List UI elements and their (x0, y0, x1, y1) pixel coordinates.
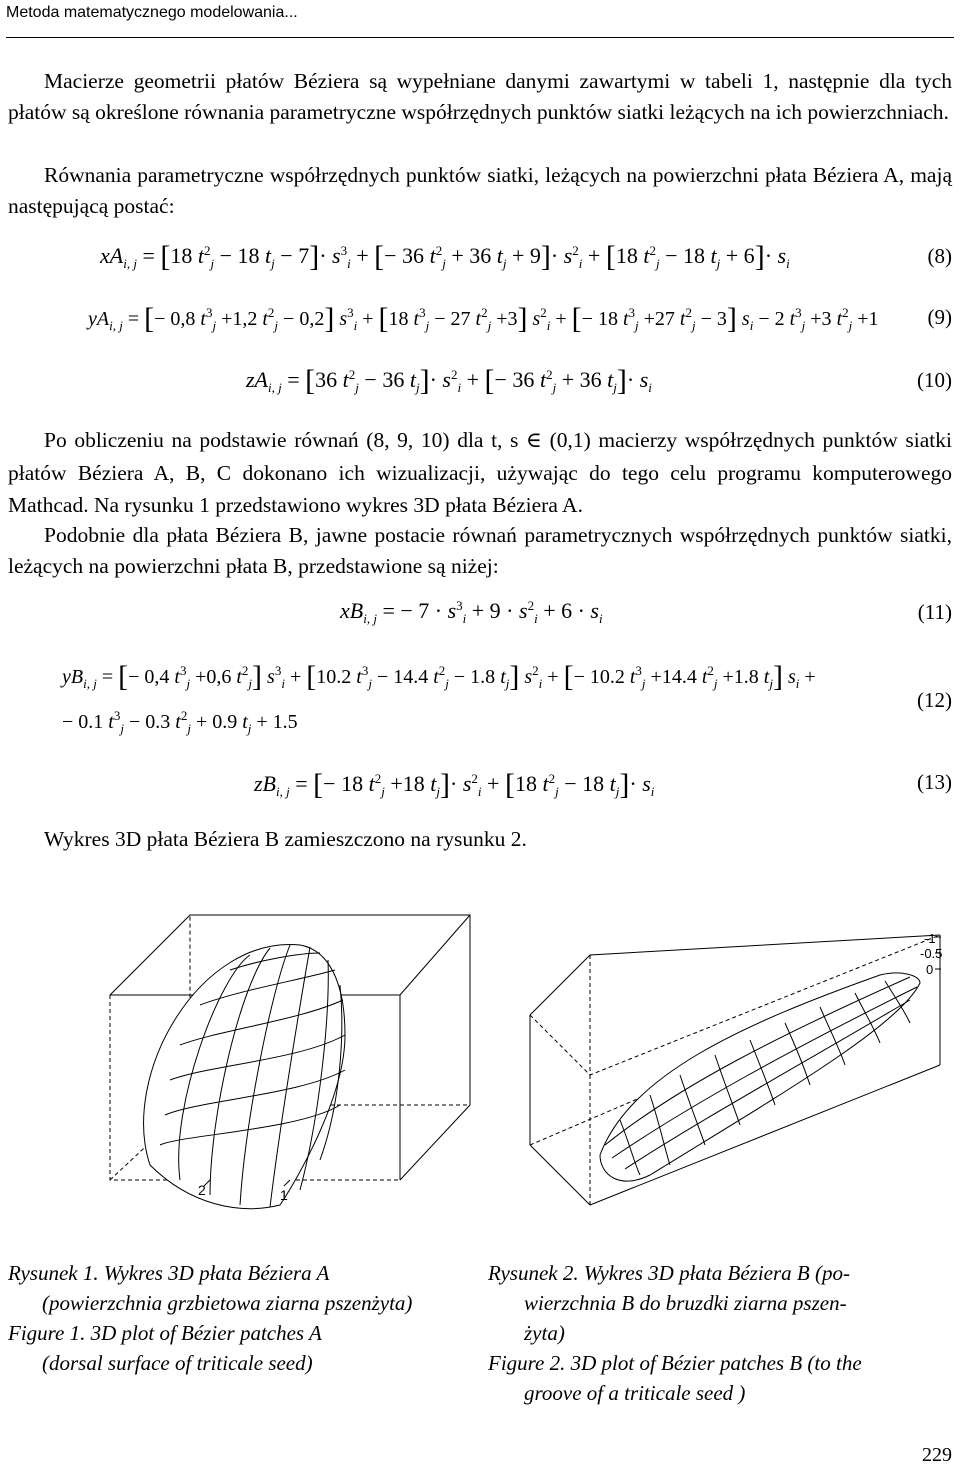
figure-1-caption-line-4: (dorsal surface of triticale seed) (42, 1351, 313, 1375)
figure-1-caption-line-3: Figure 1. 3D plot of Bézier patches A (8, 1321, 322, 1345)
figure-2-caption-line-2: wierzchnia B do bruzdki ziarna pszen- (524, 1291, 847, 1315)
page-number: 229 (922, 1444, 952, 1466)
header-rule (6, 37, 954, 38)
equation-10: $zA_{i, j} = [36$ $t^2_j - 36$ $t_j]\cdot s^2_i$ + [− 36 $t^2_j + 36$ $t_j]\cdot s_i$ (246, 364, 652, 397)
paragraph-5: Wykres 3D płata Béziera B zamieszczono na rysunku 2. (44, 827, 527, 851)
fig1-tick-1: 1 (280, 1187, 288, 1203)
figure-2-caption-line-5: groove of a triticale seed ) (524, 1381, 746, 1405)
equation-8: $xA_{i, j} = [18$ $t^2_j - 18$ $t_j - 7]\cdot s^3_i$ + [− 36 $t^2_j + 36$ $t_j + 9]\cdot s^2_i + [18$ $t^2_j - 18$ $t_j + 6]\cdot s_i$ (100, 240, 790, 273)
fig2-tick-minus-1: -1 (924, 931, 936, 946)
equation-13: $zB_{i, j}$ = [− 18 $t^2_j +18$ $t_j]\cdot s^2_i + [18$ $t^2_j - 18$ $t_j]\cdot s_i$ (254, 768, 655, 801)
paragraph-4: Podobnie dla płata Béziera B, jawne postacie równań parametrycznych współrzędnych punktów siatki, leżących na powierzchni płata B, przedstawione są niżej: (8, 523, 952, 578)
equation-12-line-1: $yB_{i, j}$ = [− 0,4 $t^3_j +0,6$ $t^2_j$] $s^3_i + [10.2$ $t^3_j - 14.4$ $t^2_j - 1.8$ $t_j$] $s^2_i$ + [− 10.2 $t^3_j +14.4$ $t^2_j +1.8$ $t_j$] $s_i$ + (62, 660, 816, 693)
fig2-tick-0: 0 (926, 962, 934, 977)
paragraph-3: Po obliczeniu na podstawie równań (8, 9, 10) dla t, s ∈ (0,1) macierzy współrzędnych punktów siatki płatów Béziera A, B, C dokonano ich wizualizacji, używając do tego celu programu komputerowego Mathcad. Na rysunku 1 przedstawiono wykres 3D płata Béziera A. (8, 428, 952, 517)
equation-10-number: (10) (917, 368, 952, 392)
figure-1-caption-line-1: Rysunek 1. Wykres 3D płata Béziera A (8, 1261, 330, 1285)
fig1-tick-2: 2 (198, 1182, 206, 1198)
figure-2-caption-line-3: żyta) (524, 1321, 565, 1345)
equation-11: $xB_{i, j}$ = − $7 \cdot s^3_i + 9 \cdot s^2_i + 6 \cdot s_i$ (340, 598, 603, 626)
fig2-tick-minus-0-5: -0.5 (920, 946, 943, 961)
equation-9: $yA_{i, j}$ = [− 0,8 $t^3_j +1,2$ $t^2_j - 0,2$] $s^3_i + [18$ $t^3_j - 27$ $t^2_j +3$] $s^2_i$ + [− 18 $t^3_j +27$ $t^2_j - 3$] $s_i - 2$ $t^3_j +3$ $t^2_j +1$ (88, 302, 879, 335)
running-header: Metoda matematycznego modelowania... (6, 4, 298, 21)
equation-13-number: (13) (917, 770, 952, 794)
equation-12-line-2: − 0.1 $t^3_j - 0.3$ $t^2_j + 0.9$ $t_j + 1.5$ (62, 708, 298, 736)
paragraph-1: Macierze geometrii płatów Béziera są wypełniane danymi zawartymi w tabeli 1, następnie dla tych płatów są określone równania parametryczne współrzędnych punktów siatki leżących na ich powierzchniach. (8, 69, 952, 124)
figure-1-caption-line-2: (powierzchnia grzbietowa ziarna pszenżyta) (42, 1291, 413, 1315)
equation-11-number: (11) (917, 600, 952, 624)
figure-1-plot (0, 875, 480, 1245)
paragraph-2: Równania parametryczne współrzędnych punktów siatki, leżących na powierzchni płata Béziera A, mają następującą postać: (8, 163, 952, 218)
figure-2-caption-line-4: Figure 2. 3D plot of Bézier patches B (to the (488, 1351, 862, 1375)
equation-12-number: (12) (917, 688, 952, 712)
figure-2-caption-line-1: Rysunek 2. Wykres 3D płata Béziera B (po- (488, 1261, 850, 1285)
equation-9-number: (9) (927, 305, 952, 329)
figure-2-plot (480, 875, 960, 1235)
equation-8-number: (8) (927, 244, 952, 268)
